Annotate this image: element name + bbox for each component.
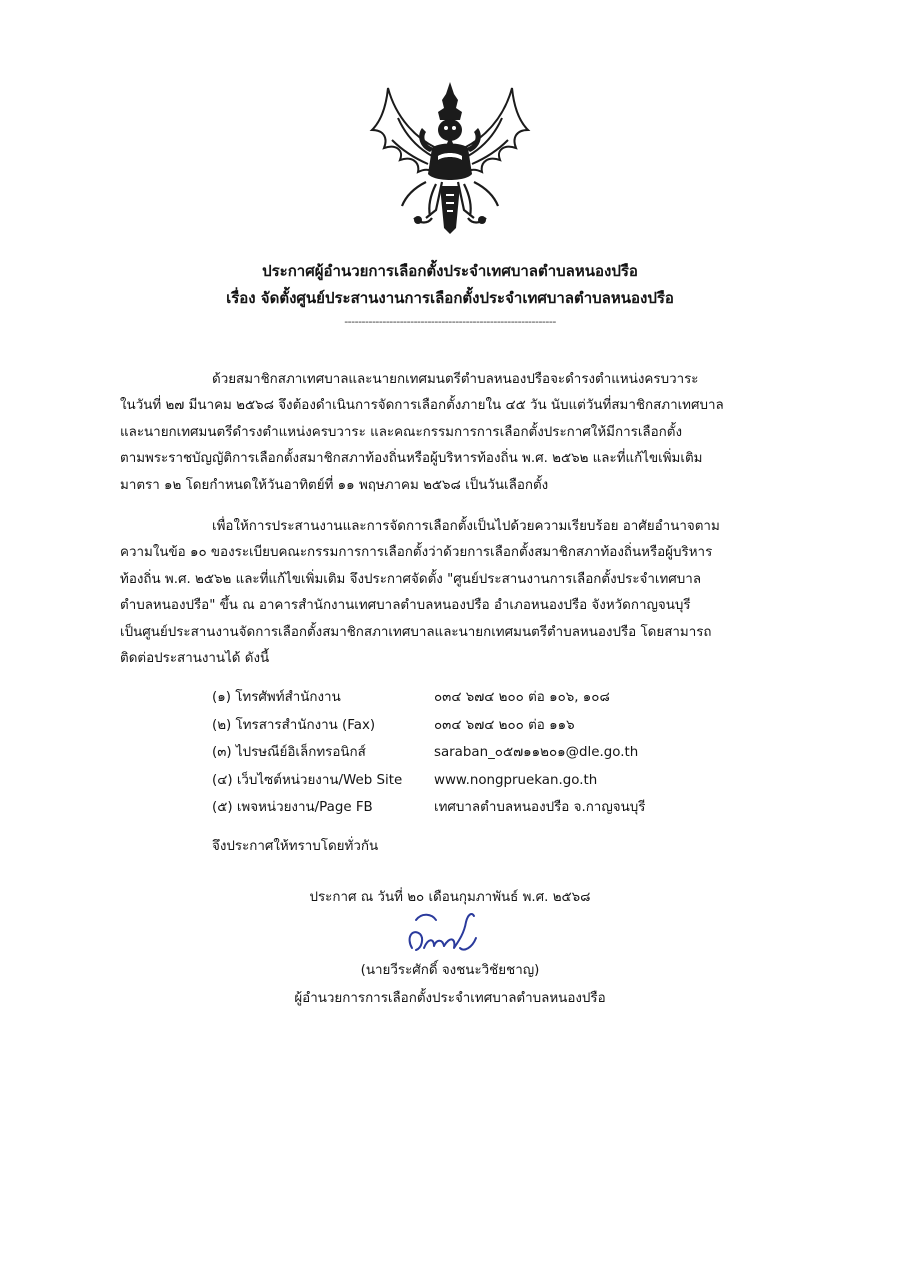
garuda-emblem-icon	[366, 78, 534, 236]
contact-value: ๐๓๔ ๖๗๔ ๒๐๐ ต่อ ๑๑๖	[434, 717, 575, 733]
contact-facebook-page	[212, 794, 812, 822]
paragraph-1	[120, 367, 810, 499]
paragraph-line: ตามพระราชบัญญัติการเลือกตั้งสมาชิกสภาท้องถิ่นหรือผู้บริหารท้องถิ่น พ.ศ. ๒๕๖๒ และที่แก้ไขเพิ่มเติม	[120, 451, 703, 467]
contact-label: (๕) เพจหน่วยงาน/Page FB	[212, 800, 373, 815]
contact-value: ๐๓๔ ๖๗๔ ๒๐๐ ต่อ ๑๐๖, ๑๐๘	[434, 690, 610, 705]
announcement-date: ประกาศ ณ วันที่ ๒๐ เดือนกุมภาพันธ์ พ.ศ. ๒๕๖๘	[309, 890, 591, 905]
contact-email	[212, 739, 812, 767]
paragraph-2	[120, 514, 810, 672]
contact-value: www.nongpruekan.go.th	[434, 772, 598, 788]
paragraph-line: เพื่อให้การประสานงานและการจัดการเลือกตั้งเป็นไปด้วยความเรียบร้อย อาศัยอำนาจตาม	[212, 519, 720, 534]
announcement-title: ประกาศผู้อำนวยการเลือกตั้งประจำเทศบาลตำบลหนองปรือ	[262, 262, 638, 280]
closing-statement: จึงประกาศให้ทราบโดยทั่วกัน	[212, 839, 379, 854]
contact-label: (๒) โทรสารสำนักงาน (Fax)	[212, 717, 376, 733]
signer-position: ผู้อำนวยการการเลือกตั้งประจำเทศบาลตำบลหนองปรือ	[294, 991, 606, 1006]
paragraph-line: ท้องถิ่น พ.ศ. ๒๕๖๒ และที่แก้ไขเพิ่มเติม จึงประกาศจัดตั้ง "ศูนย์ประสานงานการเลือกตั้งประจำเทศบาล	[120, 571, 702, 587]
title-separator: -------------------------------------------------------------	[344, 315, 556, 328]
paragraph-line: ความในข้อ ๑๐ ของระเบียบคณะกรรมการการเลือกตั้งว่าด้วยการเลือกตั้งสมาชิกสภาท้องถิ่นหรือผู้บริหาร	[120, 545, 713, 561]
signer-name: (นายวีระศักดิ์ จงชนะวิชัยชาญ)	[360, 963, 540, 978]
paragraph-line: และนายกเทศมนตรีดำรงตำแหน่งครบวาระ และคณะกรรมการการเลือกตั้งประกาศให้มีการเลือกตั้ง	[120, 424, 682, 440]
announcement-subject: เรื่อง จัดตั้งศูนย์ประสานงานการเลือกตั้งประจำเทศบาลตำบลหนองปรือ	[226, 289, 674, 307]
paragraph-line: ตำบลหนองปรือ" ขึ้น ณ อาคารสำนักงานเทศบาลตำบลหนองปรือ อำเภอหนองปรือ จังหวัดกาญจนบุรี	[120, 598, 691, 614]
paragraph-line: เป็นศูนย์ประสานงานจัดการเลือกตั้งสมาชิกสภาเทศบาลและนายกเทศมนตรีตำบลหนองปรือ โดยสามารถ	[120, 624, 712, 640]
contact-fax	[212, 712, 812, 740]
contact-phone	[212, 684, 812, 712]
contact-list	[212, 684, 812, 822]
contact-value: saraban_๐๕๗๑๑๒๐๑@dle.go.th	[434, 745, 639, 760]
contact-label: (๑) โทรศัพท์สำนักงาน	[212, 690, 341, 705]
paragraph-line: ติดต่อประสานงานได้ ดังนี้	[120, 651, 270, 667]
contact-label: (๔) เว็บไซต์หน่วยงาน/Web Site	[212, 772, 403, 788]
handwritten-signature-icon	[402, 908, 482, 960]
contact-website	[212, 767, 812, 795]
contact-label: (๓) ไปรษณีย์อิเล็กทรอนิกส์	[212, 745, 366, 760]
contact-value: เทศบาลตำบลหนองปรือ จ.กาญจนบุรี	[434, 800, 646, 815]
paragraph-line: ด้วยสมาชิกสภาเทศบาลและนายกเทศมนตรีตำบลหนองปรือจะดำรงตำแหน่งครบวาระ	[212, 372, 699, 387]
paragraph-line: มาตรา ๑๒ โดยกำหนดให้วันอาทิตย์ที่ ๑๑ พฤษภาคม ๒๕๖๘ เป็นวันเลือกตั้ง	[120, 477, 549, 493]
paragraph-line: ในวันที่ ๒๗ มีนาคม ๒๕๖๘ จึงต้องดำเนินการจัดการเลือกตั้งภายใน ๔๕ วัน นับแต่วันที่สมาชิกสภาเทศบาล	[120, 398, 724, 414]
